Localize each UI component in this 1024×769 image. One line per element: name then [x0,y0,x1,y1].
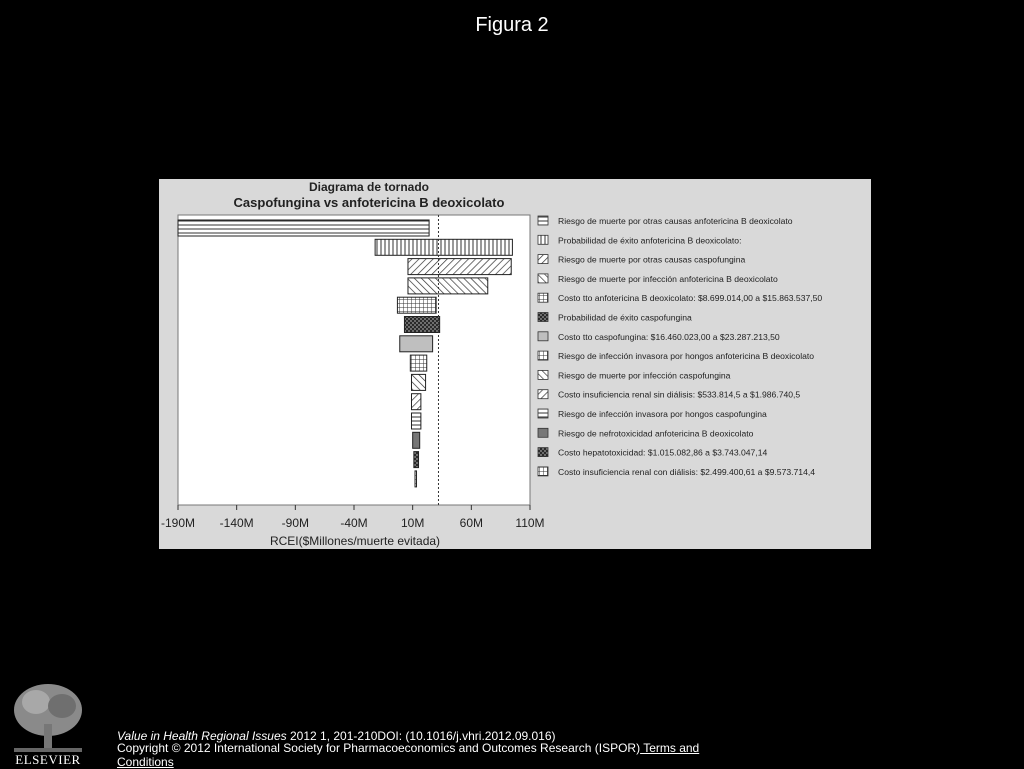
legend-swatch-5 [538,293,548,302]
bar-10 [411,394,420,410]
x-axis [161,505,545,530]
x-tick-label-6: 60M [459,516,484,530]
legend-label-8: Riesgo de infección invasora por hongos anfotericina B deoxicolato [558,351,815,362]
x-tick-label-4: -40M [340,516,368,530]
slide-title: Figura 2 [475,14,549,36]
bar-1 [178,220,429,236]
legend-label-10: Costo insuficiencia renal sin diálisis: $533.814,5 a $1.986.740,5 [558,389,801,400]
legend-swatch-10 [538,390,548,399]
bar-8 [410,355,426,371]
x-tick-label-3: -90M [281,516,310,530]
legend-label-9: Riesgo de muerte por infección caspofungina [558,370,731,381]
legend-label-13: Costo hepatotoxicidad: $1.015.082,86 a $3.743.047,14 [558,447,768,458]
x-axis-label: RCEI($Millones/muerte evitada) [269,534,441,548]
bar-12 [413,432,420,448]
figure-panel [159,179,871,549]
x-tick-label-5: 10M [400,516,425,530]
legend-label-12: Riesgo de nefrotoxicidad anfotericina B deoxicolato [558,428,754,439]
legend-label-3: Riesgo de muerte por otras causas caspofungina [558,254,746,265]
x-tick-label-7: 110M [515,516,545,530]
legend-swatch-9 [538,370,548,379]
legend-label-7: Costo tto caspofungina: $16.460.023,00 a $23.287.213,50 [558,331,780,342]
legend-swatch-7 [538,332,548,341]
elsevier-wordmark: ELSEVIER [15,752,81,767]
journal-name: Value in Health Regional Issues [117,729,287,743]
legend-label-1: Riesgo de muerte por otras causas anfotericina B deoxicolato [558,216,793,226]
copyright-text: Copyright © 2012 International Society for Pharmacoeconomics and Outcomes Research (ISPOR) [117,741,641,755]
legend-swatch-12 [538,428,548,437]
x-tick-label-2: -140M [219,516,254,530]
bar-2 [375,239,512,255]
chart-title: Diagrama de tornado [308,180,430,194]
legend-swatch-14 [538,467,548,476]
bar-4 [408,278,488,294]
legend-label-5: Costo tto anfotericina B deoxicolato: $8.699.014,00 a $15.863.537,50 [558,293,823,304]
bar-7 [400,336,433,352]
legend [538,216,822,477]
legend-label-11: Riesgo de infección invasora por hongos caspofungina [558,409,767,419]
terms-and-conditions-link[interactable]: Terms and Conditions [117,741,700,769]
legend-swatch-1 [538,216,548,225]
bar-6 [404,317,439,333]
bar-14 [415,471,417,487]
chart-subtitle: Caspofungina vs anfotericina B deoxicolato [233,195,505,210]
legend-swatch-4 [538,274,548,283]
footer-copyright [117,741,737,769]
bar-5 [397,297,436,313]
bar-9 [411,374,425,390]
legend-swatch-11 [538,409,548,418]
bar-13 [414,452,419,468]
legend-label-4: Riesgo de muerte por infección anfotericina B deoxicolato [558,273,778,284]
legend-label-6: Probabilidad de éxito caspofungina [558,312,692,323]
legend-swatch-6 [538,313,548,322]
legend-label-2: Probabilidad de éxito anfotericina B deoxicolato: [558,235,742,246]
bar-11 [411,413,420,429]
x-tick-label-1: -190M [160,516,196,530]
legend-swatch-8 [538,351,548,360]
legend-swatch-2 [538,235,548,244]
legend-label-14: Costo insuficiencia renal con diálisis: $2.499.400,61 a $9.573.714,4 [558,466,816,477]
bar-3 [408,259,511,275]
legend-swatch-3 [538,255,548,264]
tornado-chart [159,179,871,549]
citation-details: 2012 1, 201-210DOI: (10.1016/j.vhri.2012.09.016) [286,729,556,743]
legend-swatch-13 [538,448,548,457]
